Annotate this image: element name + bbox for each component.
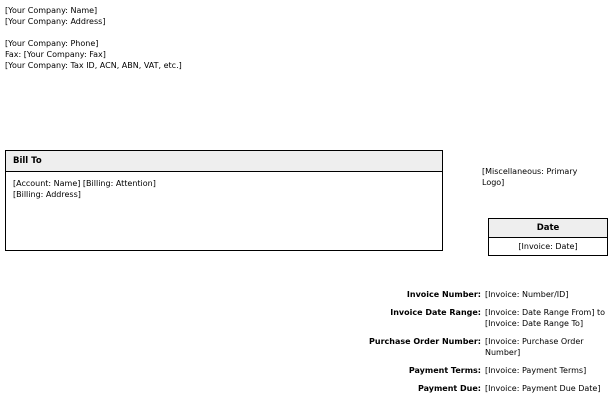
company-fax-line: Fax: [Your Company: Fax]	[5, 50, 106, 59]
payment-due-label: Payment Due:	[417, 384, 481, 393]
purchase-order-number-row	[300, 336, 610, 358]
bill-to-body	[6, 172, 442, 250]
bill-to-table	[5, 150, 443, 251]
invoice-date-range-value: [Invoice: Date Range From] to [Invoice: Date Range To]	[485, 308, 606, 328]
payment-due-value: [Invoice: Payment Due Date]	[485, 384, 601, 393]
payment-terms-row	[300, 365, 610, 376]
invoice-number-label: Invoice Number:	[406, 290, 481, 299]
company-block-spacer	[5, 27, 182, 38]
invoice-number-value: [Invoice: Number/ID]	[485, 290, 569, 299]
company-info-block	[5, 5, 182, 71]
company-address-line: [Your Company: Address]	[5, 17, 106, 26]
purchase-order-number-value: [Invoice: Purchase Order Number]	[485, 337, 584, 357]
bill-to-address-line: [Billing: Address]	[13, 190, 81, 199]
company-phone-line: [Your Company: Phone]	[5, 39, 99, 48]
invoice-meta-block	[300, 289, 610, 401]
invoice-number-row	[300, 289, 610, 300]
company-taxid-line: [Your Company: Tax ID, ACN, ABN, VAT, etc.]	[5, 61, 182, 70]
bill-to-header: Bill To	[6, 151, 442, 172]
bill-to-account-line: [Account: Name] [Billing: Attention]	[13, 179, 156, 188]
purchase-order-number-label: Purchase Order Number:	[369, 337, 481, 346]
payment-terms-value: [Invoice: Payment Terms]	[485, 366, 587, 375]
primary-logo-placeholder: [Miscellaneous: Primary Logo]	[482, 167, 578, 187]
date-table-value: [Invoice: Date]	[518, 242, 578, 251]
payment-terms-label: Payment Terms:	[408, 366, 481, 375]
date-table	[488, 218, 608, 256]
date-table-header: Date	[489, 219, 607, 238]
invoice-date-range-row	[300, 307, 610, 329]
company-name-line: [Your Company: Name]	[5, 6, 98, 15]
payment-due-row	[300, 383, 610, 394]
invoice-date-range-label: Invoice Date Range:	[390, 308, 481, 317]
